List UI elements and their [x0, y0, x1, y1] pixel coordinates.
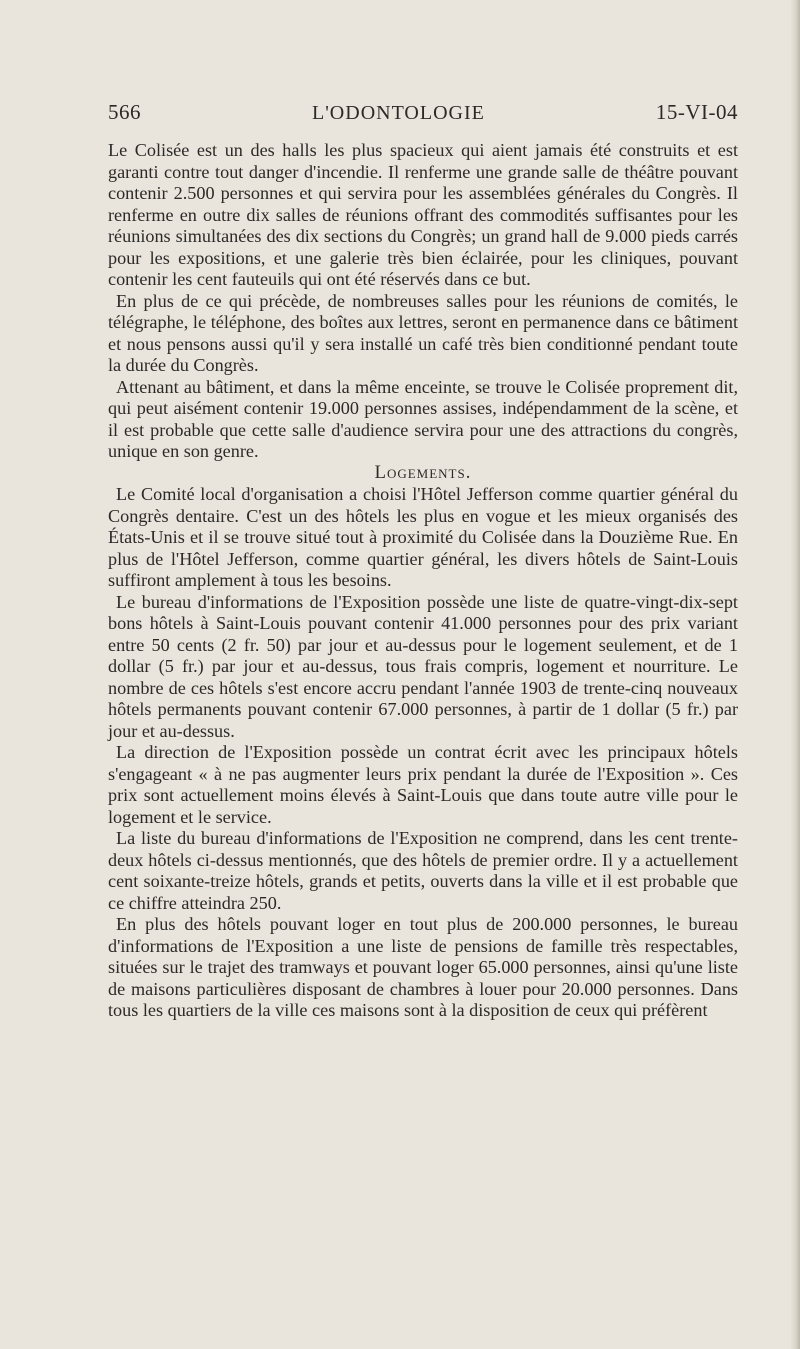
- issue-date: 15-VI-04: [655, 100, 738, 124]
- paragraph: Le Comité local d'organisation a choisi l'Hôtel Jefferson comme quartier général du Congrès dentaire. C'est un des hôtels les plus en vogue et les mieux organisés des États-Unis et il se trouve situé tout à proximité du Colisée dans la Douzième Rue. En plus de l'Hôtel Jefferson, comme quartier général, les divers hôtels de Saint-Louis suffiront amplement à tous les besoins.: [108, 484, 738, 590]
- section-heading: Logements.: [374, 462, 472, 483]
- book-page: [108, 100, 738, 1022]
- paragraph: La liste du bureau d'informations de l'Exposition ne comprend, dans les cent trente-deux hôtels ci-dessus mentionnés, que des hôtels de premier ordre. Il y a actuellement cent soixante-treize hôtels, grands et petits, ouverts dans la ville et il est probable que ce chiffre atteindra 250.: [108, 828, 738, 913]
- journal-title: L'ODONTOLOGIE: [311, 102, 485, 124]
- paragraph: En plus de ce qui précède, de nombreuses salles pour les réunions de comités, le télégraphe, le téléphone, des boîtes aux lettres, seront en permanence dans ce bâtiment et nous pensons aussi qu'il y sera installé un café très bien conditionné pendant toute la durée du Congrès.: [108, 290, 738, 375]
- running-head: [108, 100, 738, 140]
- paragraph: La direction de l'Exposition possède un contrat écrit avec les principaux hôtels s'engageant « à ne pas augmenter leurs prix pendant la durée de l'Exposition ». Ces prix sont actuellement moins élevés à Saint-Louis que dans toute autre ville pour le logement et le service.: [108, 742, 738, 827]
- page-edge-shadow: [790, 0, 800, 1349]
- paragraph: Le Colisée est un des halls les plus spacieux qui aient jamais été construits et est garanti contre tout danger d'incendie. Il renferme une grande salle de théâtre pouvant contenir 2.500 personnes et qui servira pour les assemblées générales du Congrès. Il renferme en outre dix salles de réunions offrant des commodités suffisantes pour les réunions simultanées des dix sections du Congrès; un grand hall de 9.000 pieds carrés pour les expositions, et une galerie très bien éclairée, pour les cliniques, pouvant contenir les cent fauteuils qui ont été réservés dans ce but.: [108, 140, 738, 289]
- paragraph: En plus des hôtels pouvant loger en tout plus de 200.000 personnes, le bureau d'informations de l'Exposition a une liste de pensions de famille très respectables, situées sur le trajet des tramways et pouvant loger 65.000 personnes, ainsi qu'une liste de maisons particulières disposant de chambres à louer pour 20.000 personnes. Dans tous les quartiers de la ville ces maisons sont à la disposition de ceux qui préfèrent: [108, 914, 738, 1020]
- paragraph: Attenant au bâtiment, et dans la même enceinte, se trouve le Colisée proprement dit, qui peut aisément contenir 19.000 personnes assises, indépendamment de la scène, et il est probable que cette salle d'audience servira pour une des attractions du congrès, unique en son genre.: [108, 376, 738, 461]
- paragraph: Le bureau d'informations de l'Exposition possède une liste de quatre-vingt-dix-sept bons hôtels à Saint-Louis pouvant contenir 41.000 personnes pour des prix variant entre 50 cents (2 fr. 50) par jour et au-dessus pour le logement seulement, et de 1 dollar (5 fr.) par jour et au-dessus, tous frais compris, logement et nourriture. Le nombre de ces hôtels s'est encore accru pendant l'année 1903 de trente-cinq nouveaux hôtels permanents pouvant contenir 67.000 personnes, à partir de 1 dollar (5 fr.) par jour et au-dessus.: [108, 591, 738, 741]
- body-text: [108, 140, 738, 1022]
- page-number: 566: [108, 100, 141, 124]
